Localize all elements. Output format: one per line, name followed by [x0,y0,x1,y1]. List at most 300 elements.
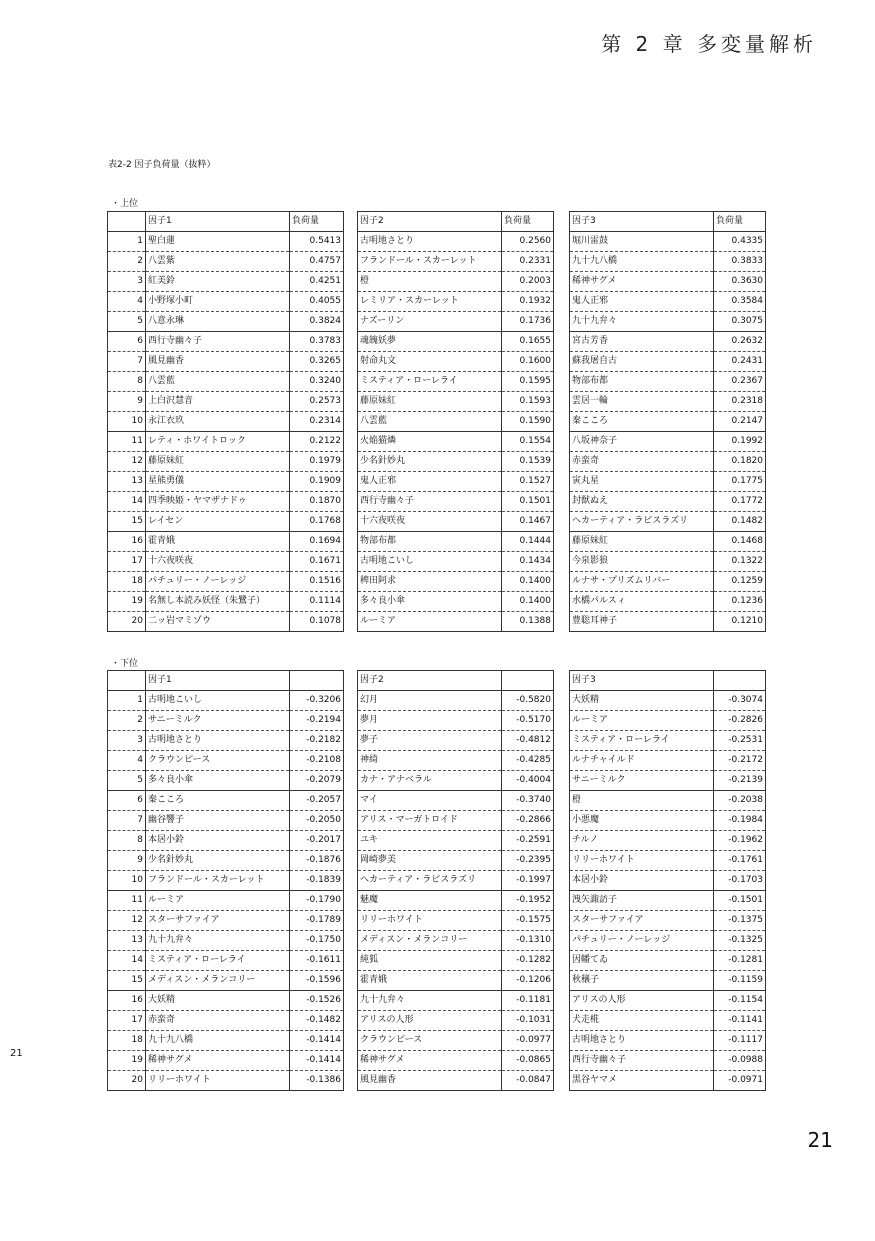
rank-cell: 14 [108,951,146,971]
character-name-cell: 稗田阿求 [358,572,502,592]
table-row [358,612,554,632]
loading-value-cell: 0.1671 [290,552,344,572]
loading-value-cell: -0.0971 [714,1071,766,1091]
character-name-cell: 藤原妹紅 [146,452,290,472]
loading-value-cell: 0.4055 [290,292,344,312]
character-name-cell: サニーミルク [146,711,290,731]
table-row [108,871,344,891]
loading-value-cell: 0.3584 [714,292,766,312]
page-number: 21 [807,1128,833,1152]
character-name-cell: 稀神サグメ [146,1051,290,1071]
table-row [570,931,766,951]
loading-value-cell: -0.1839 [290,871,344,891]
rank-cell: 12 [108,452,146,472]
character-name-cell: パチュリー・ノーレッジ [146,572,290,592]
table-row [570,971,766,991]
character-name-cell: 夢子 [358,731,502,751]
table-row [358,392,554,412]
rank-cell: 5 [108,771,146,791]
loading-value-cell: 0.2122 [290,432,344,452]
character-name-cell: 幻月 [358,691,502,711]
character-name-cell: 水橋パルスィ [570,592,714,612]
table-row [108,851,344,871]
table-row [570,232,766,252]
loading-value-cell: -0.1501 [714,891,766,911]
table-row [570,252,766,272]
header-row [358,671,554,691]
table-row [358,452,554,472]
character-name-cell: 星熊勇儀 [146,472,290,492]
loading-value-cell: -0.1526 [290,991,344,1011]
table-row [108,811,344,831]
rank-cell: 19 [108,592,146,612]
character-name-cell: 魅魔 [358,891,502,911]
table-row [570,592,766,612]
loading-value-cell: -0.1141 [714,1011,766,1031]
character-name-cell: レティ・ホワイトロック [146,432,290,452]
table-row [570,691,766,711]
table-row [108,532,344,552]
loading-value-cell: 0.1539 [502,452,554,472]
table-row [358,851,554,871]
character-name-cell: 風見幽香 [146,352,290,372]
character-name-cell: 蘇我屠自古 [570,352,714,372]
table-row [108,691,344,711]
table-row [108,432,344,452]
table-row [358,711,554,731]
character-name-cell: 鬼人正邪 [570,292,714,312]
loading-value-cell: -0.4004 [502,771,554,791]
loading-value-cell: 0.3783 [290,332,344,352]
character-name-cell: 十六夜咲夜 [358,512,502,532]
table-row [108,352,344,372]
character-name-cell: 因幡てゐ [570,951,714,971]
loading-value-cell: 0.1322 [714,552,766,572]
rank-cell: 10 [108,412,146,432]
table-row [108,472,344,492]
rank-cell: 17 [108,1011,146,1031]
character-name-cell: 藤原妹紅 [570,532,714,552]
character-name-cell: ルナチャイルド [570,751,714,771]
loading-value-cell: 0.1694 [290,532,344,552]
character-name-cell: 九十九弁々 [146,931,290,951]
table-row [108,711,344,731]
loading-value-cell: 0.2431 [714,352,766,372]
table-bottom-factor2 [357,670,554,1091]
rank-cell: 4 [108,292,146,312]
table-row [108,232,344,252]
table-row [570,392,766,412]
character-name-cell: 九十九弁々 [358,991,502,1011]
rank-cell: 19 [108,1051,146,1071]
table-row [108,951,344,971]
loading-value-cell: -0.1952 [502,891,554,911]
loading-value-cell: -0.1761 [714,851,766,871]
table-row [108,751,344,771]
loading-value-cell: -0.2108 [290,751,344,771]
character-name-cell: 封獣ぬえ [570,492,714,512]
character-name-cell: 黒谷ヤマメ [570,1071,714,1091]
rank-cell: 4 [108,751,146,771]
loading-value-cell: 0.4335 [714,232,766,252]
loading-value-cell: -0.1281 [714,951,766,971]
rank-cell: 13 [108,931,146,951]
character-name-cell: クラウンピース [146,751,290,771]
table-row [358,951,554,971]
table-row [358,432,554,452]
table-row [108,1031,344,1051]
table-row [358,831,554,851]
loading-value-cell: 0.2367 [714,372,766,392]
header-row [570,212,766,232]
factor-header: 因子2 [358,671,502,691]
character-name-cell: 古明地さとり [358,232,502,252]
table-row [108,791,344,811]
table-row [108,412,344,432]
loading-header [714,671,766,691]
table-row [358,751,554,771]
table-row [570,711,766,731]
character-name-cell: 赤蛮奇 [146,1011,290,1031]
loading-value-cell: -0.1750 [290,931,344,951]
table-row [570,432,766,452]
table-top-factor2 [357,211,554,632]
character-name-cell: 西行寺幽々子 [358,492,502,512]
character-name-cell: 秦こころ [570,412,714,432]
table-row [358,552,554,572]
loading-value-cell: 0.1772 [714,492,766,512]
loading-value-cell: 0.1468 [714,532,766,552]
loading-value-cell: -0.5820 [502,691,554,711]
character-name-cell: スターサファイア [146,911,290,931]
table-row [108,891,344,911]
rank-cell: 9 [108,851,146,871]
character-name-cell: スターサファイア [570,911,714,931]
character-name-cell: 岡崎夢美 [358,851,502,871]
character-name-cell: 名無し本読み妖怪（朱鷺子） [146,592,290,612]
character-name-cell: 大妖精 [146,991,290,1011]
loading-value-cell: -0.5170 [502,711,554,731]
rank-cell: 6 [108,332,146,352]
loading-header: 負荷量 [714,212,766,232]
loading-value-cell: -0.2826 [714,711,766,731]
loading-value-cell: 0.1593 [502,392,554,412]
rank-cell: 9 [108,392,146,412]
character-name-cell: 風見幽香 [358,1071,502,1091]
table-row [358,1051,554,1071]
table-row [358,512,554,532]
table-row [108,552,344,572]
character-name-cell: フランドール・スカーレット [358,252,502,272]
table-row [358,272,554,292]
character-name-cell: 紅美鈴 [146,272,290,292]
loading-value-cell: 0.2331 [502,252,554,272]
loading-value-cell: -0.4285 [502,751,554,771]
character-name-cell: 小悪魔 [570,811,714,831]
rank-cell: 3 [108,731,146,751]
character-name-cell: パチュリー・ノーレッジ [570,931,714,951]
character-name-cell: 九十九八橋 [570,252,714,272]
loading-value-cell: 0.2147 [714,412,766,432]
rank-cell: 14 [108,492,146,512]
loading-value-cell: 0.1590 [502,412,554,432]
loading-value-cell: -0.2194 [290,711,344,731]
loading-value-cell: 0.3630 [714,272,766,292]
character-name-cell: 二ッ岩マミゾウ [146,612,290,632]
header-row [570,671,766,691]
table-row [358,811,554,831]
loading-value-cell: 0.3824 [290,312,344,332]
table-row [570,552,766,572]
character-name-cell: 古明地こいし [358,552,502,572]
loading-header [290,671,344,691]
table-row [358,472,554,492]
table-top-factor3 [569,211,766,632]
table-row [570,811,766,831]
table-row [570,492,766,512]
loading-value-cell: -0.2172 [714,751,766,771]
character-name-cell: 射命丸文 [358,352,502,372]
character-name-cell: 本居小鈴 [146,831,290,851]
table-row [358,372,554,392]
loading-value-cell: -0.0847 [502,1071,554,1091]
character-name-cell: 古明地さとり [146,731,290,751]
loading-value-cell: -0.1876 [290,851,344,871]
loading-value-cell: -0.1117 [714,1031,766,1051]
loading-value-cell: -0.0988 [714,1051,766,1071]
table-row [570,951,766,971]
factor-header: 因子1 [146,671,290,691]
table-row [570,312,766,332]
character-name-cell: 今泉影狼 [570,552,714,572]
character-name-cell: 純狐 [358,951,502,971]
table-row [108,831,344,851]
table-row [358,352,554,372]
table-row [570,751,766,771]
character-name-cell: 八雲藍 [146,372,290,392]
table-row [570,1011,766,1031]
loading-value-cell: 0.1114 [290,592,344,612]
character-name-cell: リリーホワイト [358,911,502,931]
character-name-cell: クラウンピース [358,1031,502,1051]
loading-value-cell: 0.1078 [290,612,344,632]
character-name-cell: 宮古芳香 [570,332,714,352]
loading-value-cell: 0.1979 [290,452,344,472]
character-name-cell: 物部布都 [358,532,502,552]
rank-cell: 5 [108,312,146,332]
table-row [358,1031,554,1051]
character-name-cell: 寅丸星 [570,472,714,492]
loading-value-cell: 0.5413 [290,232,344,252]
character-name-cell: ルーミア [570,711,714,731]
loading-value-cell: 0.2318 [714,392,766,412]
rank-cell: 7 [108,352,146,372]
loading-value-cell: 0.1434 [502,552,554,572]
loading-value-cell: 0.1932 [502,292,554,312]
loading-value-cell: 0.2573 [290,392,344,412]
loading-value-cell: -0.2591 [502,831,554,851]
loading-value-cell: 0.4251 [290,272,344,292]
table-row [108,392,344,412]
loading-value-cell: 0.2560 [502,232,554,252]
factor-header: 因子3 [570,671,714,691]
character-name-cell: 洩矢諏訪子 [570,891,714,911]
loading-value-cell: -0.1703 [714,871,766,891]
loading-value-cell: -0.2057 [290,791,344,811]
rank-cell: 16 [108,991,146,1011]
loading-value-cell: -0.2079 [290,771,344,791]
loading-value-cell: -0.3206 [290,691,344,711]
table-row [570,871,766,891]
table-row [358,1011,554,1031]
loading-value-cell: -0.1154 [714,991,766,1011]
loading-value-cell: -0.2017 [290,831,344,851]
loading-value-cell: 0.1600 [502,352,554,372]
factor-header: 因子1 [146,212,290,232]
loading-value-cell: -0.1031 [502,1011,554,1031]
character-name-cell: 西行寺幽々子 [570,1051,714,1071]
loading-value-cell: -0.1386 [290,1071,344,1091]
character-name-cell: アリスの人形 [570,991,714,1011]
rank-cell: 15 [108,971,146,991]
loading-value-cell: 0.3833 [714,252,766,272]
loading-value-cell: 0.1388 [502,612,554,632]
character-name-cell: 小野塚小町 [146,292,290,312]
loading-value-cell: -0.1375 [714,911,766,931]
character-name-cell: 永江衣玖 [146,412,290,432]
loading-value-cell: -0.1611 [290,951,344,971]
rank-cell: 11 [108,432,146,452]
table-row [108,572,344,592]
character-name-cell: ミスティア・ローレライ [146,951,290,971]
table-row [358,252,554,272]
loading-value-cell: -0.0865 [502,1051,554,1071]
table-row [108,512,344,532]
character-name-cell: 聖白蓮 [146,232,290,252]
table-row [108,452,344,472]
rank-cell: 18 [108,572,146,592]
table-row [108,332,344,352]
rank-header [108,671,146,691]
loading-value-cell: -0.1414 [290,1031,344,1051]
table-row [108,911,344,931]
table-row [358,1071,554,1091]
table-caption: 表2-2 因子負荷量（抜粋） [108,160,216,170]
character-name-cell: 稀神サグメ [358,1051,502,1071]
character-name-cell: チルノ [570,831,714,851]
table-row [570,731,766,751]
character-name-cell: 魂魄妖夢 [358,332,502,352]
table-row [570,512,766,532]
character-name-cell: 八坂神奈子 [570,432,714,452]
loading-value-cell: 0.1236 [714,592,766,612]
rank-cell: 1 [108,691,146,711]
character-name-cell: 大妖精 [570,691,714,711]
rank-cell: 3 [108,272,146,292]
table-row [108,971,344,991]
table-row [108,1011,344,1031]
character-name-cell: 堀川雷鼓 [570,232,714,252]
table-row [358,572,554,592]
table-row [108,272,344,292]
table-row [570,532,766,552]
loading-value-cell: -0.1575 [502,911,554,931]
character-name-cell: 雲居一輪 [570,392,714,412]
loading-value-cell: 0.1595 [502,372,554,392]
character-name-cell: メディスン・メランコリー [146,971,290,991]
rank-cell: 13 [108,472,146,492]
table-row [570,851,766,871]
table-row [108,252,344,272]
loading-value-cell: -0.1181 [502,991,554,1011]
character-name-cell: 上白沢慧音 [146,392,290,412]
loading-value-cell: -0.2531 [714,731,766,751]
character-name-cell: 霍青娥 [358,971,502,991]
factor-header: 因子3 [570,212,714,232]
loading-value-cell: 0.1467 [502,512,554,532]
table-row [570,1071,766,1091]
character-name-cell: リリーホワイト [570,851,714,871]
rank-cell: 18 [108,1031,146,1051]
header-row [108,212,344,232]
table-row [108,1051,344,1071]
rank-cell: 20 [108,1071,146,1091]
table-bottom-factor3 [569,670,766,1091]
rank-cell: 2 [108,711,146,731]
character-name-cell: 八意永琳 [146,312,290,332]
loading-value-cell: 0.1501 [502,492,554,512]
character-name-cell: 赤蛮奇 [570,452,714,472]
loading-value-cell: 0.1482 [714,512,766,532]
character-name-cell: マイ [358,791,502,811]
loading-value-cell: -0.2050 [290,811,344,831]
loading-value-cell: 0.1820 [714,452,766,472]
table-row [570,352,766,372]
table-row [108,991,344,1011]
rank-cell: 7 [108,811,146,831]
loading-value-cell: -0.2866 [502,811,554,831]
loading-value-cell: 0.3075 [714,312,766,332]
rank-cell: 8 [108,372,146,392]
character-name-cell: 九十九弁々 [570,312,714,332]
loading-value-cell: -0.3074 [714,691,766,711]
loading-header: 負荷量 [290,212,344,232]
loading-value-cell: -0.1962 [714,831,766,851]
loading-value-cell: -0.1159 [714,971,766,991]
table-row [358,731,554,751]
character-name-cell: 幽谷響子 [146,811,290,831]
loading-value-cell: -0.1282 [502,951,554,971]
character-name-cell: 藤原妹紅 [358,392,502,412]
table-row [570,911,766,931]
table-row [108,372,344,392]
table-row [358,492,554,512]
character-name-cell: カナ・アナベラル [358,771,502,791]
loading-value-cell: 0.1909 [290,472,344,492]
character-name-cell: アリスの人形 [358,1011,502,1031]
table-row [358,771,554,791]
loading-value-cell: -0.1984 [714,811,766,831]
rank-cell: 10 [108,871,146,891]
character-name-cell: 秦こころ [146,791,290,811]
loading-value-cell: 0.1655 [502,332,554,352]
table-row [358,532,554,552]
loading-value-cell: 0.2632 [714,332,766,352]
character-name-cell: 十六夜咲夜 [146,552,290,572]
table-row [358,991,554,1011]
table-row [108,612,344,632]
loading-value-cell: 0.1259 [714,572,766,592]
